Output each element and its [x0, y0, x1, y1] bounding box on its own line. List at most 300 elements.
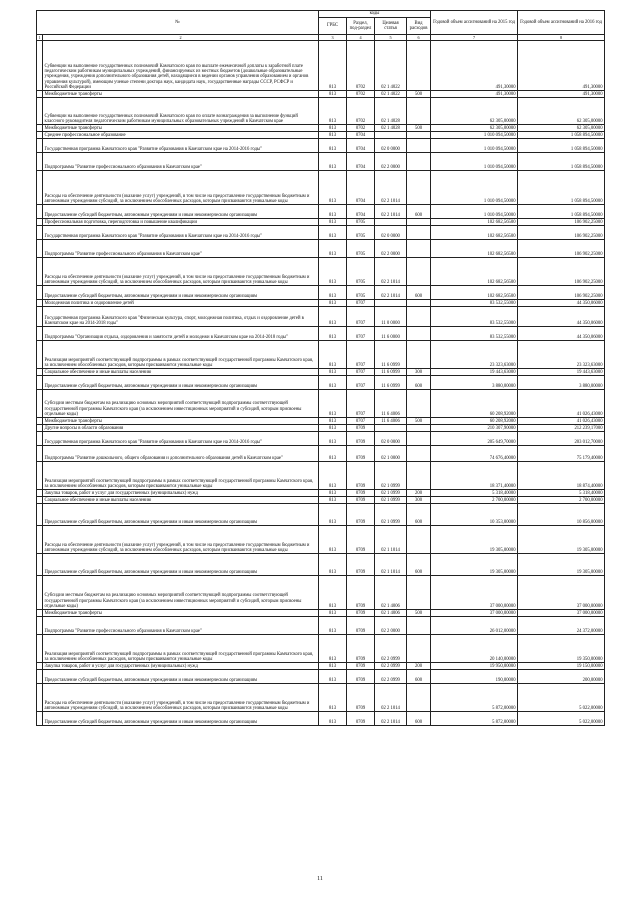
row-section-cell: 0709 — [347, 446, 375, 462]
row-name-cell: Социальное обеспечение и иные выплаты населению — [43, 497, 319, 504]
table-row — [37, 226, 605, 240]
row-expense-type-cell — [407, 240, 431, 258]
row-section-cell: 0709 — [347, 490, 375, 497]
row-grbs-cell: 813 — [319, 497, 347, 504]
row-grbs-cell: 813 — [319, 635, 347, 663]
row-volume-2015-cell: 60 208,92000 — [431, 418, 518, 425]
row-expense-type-cell — [407, 219, 431, 226]
row-target-cell: 02 2 0000 — [375, 240, 407, 258]
row-target-cell — [375, 219, 407, 226]
row-expense-type-cell — [407, 462, 431, 490]
row-expense-type-cell: 600 — [407, 712, 431, 726]
index-cell: 4 — [347, 35, 375, 41]
row-volume-2015-cell: 83 532,55000 — [431, 307, 518, 327]
row-expense-type-cell: 600 — [407, 286, 431, 300]
row-volume-2015-cell: 5 872,00000 — [431, 684, 518, 712]
document-sheet — [36, 10, 604, 726]
row-target-cell: 02 1 4006 — [375, 576, 407, 610]
row-section-cell: 0704 — [347, 132, 375, 139]
table-row — [37, 307, 605, 327]
row-section-cell: 0709 — [347, 635, 375, 663]
row-volume-2016-cell: 62 305,00000 — [518, 125, 605, 132]
row-expense-type-cell: 200 — [407, 490, 431, 497]
row-section-cell: 0705 — [347, 219, 375, 226]
row-target-cell: 02 1 4022 — [375, 41, 407, 91]
row-volume-2016-cell: 10 856,00000 — [518, 504, 605, 526]
row-expense-type-cell — [407, 432, 431, 446]
row-name-cell: Государственная программа Камчатского края "Развитие образования в Камчатском крае на 2014-2016 годы" — [43, 226, 319, 240]
row-grbs-cell: 813 — [319, 132, 347, 139]
row-volume-2015-cell: 1 010 094,50000 — [431, 153, 518, 171]
row-name-cell: Государственная программа Камчатского края "Физическая культура, спорт, молодежная политика, отдых и оздоровление детей в Камчатском крае на 2014-2018 годы" — [43, 307, 319, 327]
table-row — [37, 554, 605, 576]
row-volume-2015-cell: 1 010 094,50000 — [431, 205, 518, 219]
row-target-cell — [375, 132, 407, 139]
row-volume-2015-cell: 205 649,70000 — [431, 432, 518, 446]
row-name-cell: Подпрограмма "Развитие профессионального образования в Камчатском крае" — [43, 240, 319, 258]
table-row — [37, 125, 605, 132]
index-cell: 6 — [407, 35, 431, 41]
table-row — [37, 327, 605, 341]
row-volume-2015-cell: 18 371,40000 — [431, 462, 518, 490]
row-target-cell: 02 1 1014 — [375, 554, 407, 576]
row-grbs-cell: 813 — [319, 490, 347, 497]
row-volume-2015-cell: 37 000,00000 — [431, 576, 518, 610]
row-name-cell: Межбюджетные трансферты — [43, 418, 319, 425]
row-section-cell: 0709 — [347, 497, 375, 504]
row-section-cell: 0705 — [347, 258, 375, 286]
row-grbs-cell: 813 — [319, 576, 347, 610]
row-expense-type-cell — [407, 327, 431, 341]
row-volume-2016-cell: 200,00000 — [518, 670, 605, 684]
row-expense-type-cell: 500 — [407, 125, 431, 132]
row-target-cell: 02 2 1014 — [375, 684, 407, 712]
row-grbs-cell: 813 — [319, 286, 347, 300]
row-name-cell: Предоставление субсидий бюджетным, автономным учреждениям и иным некоммерческим организациям — [43, 504, 319, 526]
row-volume-2016-cell: 62 305,00000 — [518, 98, 605, 125]
row-expense-type-cell: 500 — [407, 418, 431, 425]
row-volume-2016-cell: 41 026,43000 — [518, 390, 605, 418]
row-section-cell: 0709 — [347, 610, 375, 617]
row-expense-type-cell — [407, 425, 431, 432]
row-target-cell: 11 6 4006 — [375, 418, 407, 425]
row-expense-type-cell — [407, 300, 431, 307]
table-row — [37, 240, 605, 258]
table-row — [37, 462, 605, 490]
row-grbs-cell: 813 — [319, 226, 347, 240]
row-volume-2016-cell: 1 058 894,50000 — [518, 132, 605, 139]
row-name-cell: Подпрограмма "Организация отдыха, оздоровления и занятости детей и молодежи в Камчатском крае на 2014-2018 годы" — [43, 327, 319, 341]
row-volume-2016-cell: 491,30000 — [518, 91, 605, 98]
row-volume-2015-cell: 19 950,00000 — [431, 663, 518, 670]
row-section-cell: 0705 — [347, 286, 375, 300]
row-expense-type-cell — [407, 684, 431, 712]
row-volume-2015-cell: 102 682,56500 — [431, 226, 518, 240]
row-name-cell: Другие вопросы в области образования — [43, 425, 319, 432]
table-row — [37, 153, 605, 171]
row-volume-2015-cell: 491,30000 — [431, 91, 518, 98]
table-row — [37, 617, 605, 635]
row-target-cell: 11 6 4006 — [375, 390, 407, 418]
row-target-cell: 02 1 0999 — [375, 504, 407, 526]
row-section-cell: 0709 — [347, 432, 375, 446]
row-section-cell: 0704 — [347, 171, 375, 205]
row-section-cell: 0707 — [347, 307, 375, 327]
row-name-cell: Субвенции на выполнение государственных полномочий Камчатского края по оплате вознаграждения за выполнение функций классного руководителя педагогическим работникам муниципальных образовательных учреждений в Камчатском крае — [43, 98, 319, 125]
index-cell: 5 — [375, 35, 407, 41]
row-volume-2016-cell: 44 350,06000 — [518, 327, 605, 341]
row-target-cell: 11 6 0000 — [375, 327, 407, 341]
row-volume-2016-cell: 203 012,70000 — [518, 432, 605, 446]
row-grbs-cell: 813 — [319, 219, 347, 226]
row-volume-2016-cell: 44 350,06000 — [518, 300, 605, 307]
row-expense-type-cell: 500 — [407, 610, 431, 617]
table-row — [37, 341, 605, 369]
budget-table — [36, 10, 605, 726]
page-number: 11 — [317, 876, 323, 882]
row-section-cell: 0709 — [347, 526, 375, 554]
row-volume-2015-cell: 62 305,00000 — [431, 98, 518, 125]
row-grbs-cell: 813 — [319, 125, 347, 132]
row-grbs-cell: 813 — [319, 327, 347, 341]
row-expense-type-cell: 600 — [407, 670, 431, 684]
row-section-cell: 0702 — [347, 125, 375, 132]
header-expense-type: Вид расходов — [407, 18, 431, 35]
row-volume-2015-cell: 190,00000 — [431, 670, 518, 684]
header-codes: коды — [319, 11, 431, 18]
table-row — [37, 663, 605, 670]
table-row — [37, 670, 605, 684]
row-name-cell: Субсидии местным бюджетам на реализацию основных мероприятий соответствующей подпрограммы соответствующей государственной программы Камчатского края (за исключением инвестиционных мероприятий и субсидий, которым присвоены отдельные коды) — [43, 390, 319, 418]
row-expense-type-cell — [407, 98, 431, 125]
table-row — [37, 205, 605, 219]
row-target-cell: 02 1 4028 — [375, 98, 407, 125]
row-section-cell: 0707 — [347, 390, 375, 418]
row-volume-2016-cell: 491,30000 — [518, 41, 605, 91]
row-grbs-cell: 813 — [319, 139, 347, 153]
row-name-cell: Расходы на обеспечение деятельности (оказание услуг) учреждений, в том числе на предоставление государственным бюджетным и автономным учреждениям субсидий, за исключением обособленных расходов, которым присваиваются уникальные коды — [43, 171, 319, 205]
row-name-cell: Подпрограмма "Развитие дошкольного, общего образования и дополнительного образования детей в Камчатском крае" — [43, 446, 319, 462]
row-expense-type-cell — [407, 139, 431, 153]
row-section-cell: 0707 — [347, 300, 375, 307]
table-row — [37, 219, 605, 226]
row-volume-2016-cell: 1 058 894,50000 — [518, 153, 605, 171]
row-expense-type-cell — [407, 341, 431, 369]
table-row — [37, 286, 605, 300]
row-target-cell: 11 6 0999 — [375, 369, 407, 376]
row-name-cell: Профессиональная подготовка, переподготовка и повышение квалификации — [43, 219, 319, 226]
row-grbs-cell: 813 — [319, 258, 347, 286]
row-grbs-cell: 813 — [319, 446, 347, 462]
row-name-cell: Подпрограмма "Развитие профессионального образования в Камчатском крае" — [43, 153, 319, 171]
row-expense-type-cell: 300 — [407, 497, 431, 504]
row-section-cell: 0709 — [347, 576, 375, 610]
row-name-cell: Подпрограмма "Развитие профессионального образования в Камчатском крае" — [43, 617, 319, 635]
row-volume-2016-cell: 106 902,25000 — [518, 286, 605, 300]
row-section-cell: 0702 — [347, 91, 375, 98]
row-grbs-cell: 813 — [319, 432, 347, 446]
row-volume-2015-cell: 19 305,00000 — [431, 554, 518, 576]
row-grbs-cell: 813 — [319, 462, 347, 490]
row-grbs-cell: 813 — [319, 307, 347, 327]
row-target-cell: 11 6 0999 — [375, 341, 407, 369]
table-row — [37, 91, 605, 98]
row-volume-2016-cell: 1 058 894,50000 — [518, 205, 605, 219]
row-section-cell: 0702 — [347, 98, 375, 125]
row-volume-2016-cell: 24 372,00000 — [518, 617, 605, 635]
row-volume-2016-cell: 2 700,00000 — [518, 497, 605, 504]
row-expense-type-cell: 600 — [407, 554, 431, 576]
row-volume-2016-cell: 3 880,00000 — [518, 376, 605, 390]
table-row — [37, 490, 605, 497]
row-target-cell: 02 2 0999 — [375, 663, 407, 670]
table-row — [37, 390, 605, 418]
header-grbs: ГРБС — [319, 18, 347, 35]
row-expense-type-cell — [407, 41, 431, 91]
row-target-cell: 02 2 1014 — [375, 258, 407, 286]
row-expense-type-cell: 600 — [407, 376, 431, 390]
row-name-cell: Предоставление субсидий бюджетным, автономным учреждениям и иным некоммерческим организациям — [43, 712, 319, 726]
table-row — [37, 171, 605, 205]
row-section-cell: 0709 — [347, 617, 375, 635]
row-expense-type-cell: 600 — [407, 205, 431, 219]
row-expense-type-cell: 600 — [407, 504, 431, 526]
row-section-cell: 0709 — [347, 504, 375, 526]
row-volume-2015-cell: 3 880,00000 — [431, 376, 518, 390]
row-name-cell: Молодежная политика и оздоровление детей — [43, 300, 319, 307]
row-section-cell: 0704 — [347, 205, 375, 219]
row-target-cell: 02 2 0000 — [375, 617, 407, 635]
row-grbs-cell: 813 — [319, 425, 347, 432]
table-row — [37, 576, 605, 610]
table-row — [37, 41, 605, 91]
row-section-cell: 0709 — [347, 425, 375, 432]
table-row — [37, 418, 605, 425]
row-grbs-cell: 813 — [319, 617, 347, 635]
row-expense-type-cell — [407, 446, 431, 462]
row-grbs-cell: 813 — [319, 610, 347, 617]
row-name-cell: Межбюджетные трансферты — [43, 610, 319, 617]
row-volume-2015-cell: 1 010 094,50000 — [431, 171, 518, 205]
row-section-cell: 0705 — [347, 240, 375, 258]
row-volume-2016-cell: 44 350,06000 — [518, 307, 605, 327]
row-volume-2015-cell: 74 676,40000 — [431, 446, 518, 462]
row-volume-2016-cell: 19 443,63000 — [518, 369, 605, 376]
row-grbs-cell: 813 — [319, 712, 347, 726]
row-volume-2015-cell: 83 532,55000 — [431, 300, 518, 307]
row-expense-type-cell — [407, 226, 431, 240]
row-target-cell: 02 2 1014 — [375, 712, 407, 726]
row-expense-type-cell — [407, 258, 431, 286]
row-target-cell: 02 1 0999 — [375, 497, 407, 504]
row-volume-2016-cell: 5 022,00000 — [518, 684, 605, 712]
row-name-cell: Расходы на обеспечение деятельности (оказание услуг) учреждений, в том числе на предоставление государственным бюджетным и автономным учреждениям субсидий, за исключением обособленных расходов, которым присваиваются уникальные коды — [43, 526, 319, 554]
table-row — [37, 425, 605, 432]
table-row — [37, 712, 605, 726]
row-expense-type-cell: 500 — [407, 91, 431, 98]
row-volume-2016-cell: 23 323,63000 — [518, 341, 605, 369]
row-grbs-cell: 813 — [319, 98, 347, 125]
row-volume-2015-cell: 1 010 094,50000 — [431, 139, 518, 153]
row-volume-2015-cell: 10 353,00000 — [431, 504, 518, 526]
row-volume-2016-cell: 1 058 894,50000 — [518, 171, 605, 205]
row-section-cell: 0704 — [347, 139, 375, 153]
row-volume-2015-cell: 62 305,00000 — [431, 125, 518, 132]
row-grbs-cell: 813 — [319, 554, 347, 576]
row-expense-type-cell — [407, 171, 431, 205]
row-grbs-cell: 813 — [319, 663, 347, 670]
row-name-cell: Закупка товаров, работ и услуг для государственных (муниципальных) нужд — [43, 490, 319, 497]
row-volume-2016-cell: 106 902,25000 — [518, 219, 605, 226]
header-target-article: Целевая статья — [375, 18, 407, 35]
row-target-cell: 02 0 0000 — [375, 432, 407, 446]
row-section-cell: 0709 — [347, 462, 375, 490]
row-volume-2016-cell: 18 874,40000 — [518, 462, 605, 490]
row-target-cell: 02 1 4006 — [375, 610, 407, 617]
row-volume-2016-cell: 19 150,00000 — [518, 663, 605, 670]
row-grbs-cell: 813 — [319, 300, 347, 307]
row-section-cell: 0702 — [347, 41, 375, 91]
row-volume-2015-cell: 102 682,56500 — [431, 219, 518, 226]
row-volume-2016-cell: 19 350,00000 — [518, 635, 605, 663]
table-row — [37, 376, 605, 390]
table-row — [37, 139, 605, 153]
row-expense-type-cell — [407, 390, 431, 418]
row-name-cell: Расходы на обеспечение деятельности (оказание услуг) учреждений, в том числе на предоставление государственным бюджетным и автономным учреждениям субсидий, за исключением обособленных расходов, которым присваиваются уникальные коды — [43, 684, 319, 712]
row-grbs-cell: 813 — [319, 153, 347, 171]
row-expense-type-cell — [407, 635, 431, 663]
table-row — [37, 526, 605, 554]
header-volume-2016: Годовой объем ассигнований на 2016 год — [518, 11, 605, 35]
row-section-cell: 0707 — [347, 369, 375, 376]
row-name-cell: Предоставление субсидий бюджетным, автономным учреждениям и иным некоммерческим организациям — [43, 670, 319, 684]
row-name-cell: Социальное обеспечение и иные выплаты населению — [43, 369, 319, 376]
row-expense-type-cell — [407, 132, 431, 139]
table-row — [37, 504, 605, 526]
row-target-cell: 02 1 0000 — [375, 446, 407, 462]
row-expense-type-cell — [407, 307, 431, 327]
header-number: № — [37, 11, 319, 35]
row-section-cell: 0709 — [347, 670, 375, 684]
row-volume-2015-cell: 491,30000 — [431, 41, 518, 91]
row-target-cell — [375, 425, 407, 432]
row-volume-2016-cell: 37 000,00000 — [518, 610, 605, 617]
table-row — [37, 635, 605, 663]
row-target-cell: 02 2 1014 — [375, 286, 407, 300]
row-grbs-cell: 813 — [319, 390, 347, 418]
row-section-cell: 0704 — [347, 153, 375, 171]
row-target-cell: 02 0 0000 — [375, 139, 407, 153]
row-name-cell: Государственная программа Камчатского края "Развитие образования в Камчатском крае на 2014-2016 годы" — [43, 139, 319, 153]
row-name-cell: Реализация мероприятий соответствующей подпрограммы в рамках соответствующей государственной программы Камчатского края, за исключением обособленных расходов, которым присваиваются уникальные коды — [43, 635, 319, 663]
row-volume-2015-cell: 23 323,63000 — [431, 341, 518, 369]
row-target-cell: 02 2 0000 — [375, 153, 407, 171]
row-grbs-cell: 813 — [319, 684, 347, 712]
row-volume-2015-cell: 2 700,00000 — [431, 497, 518, 504]
table-row — [37, 258, 605, 286]
row-name-cell: Закупка товаров, работ и услуг для государственных (муниципальных) нужд — [43, 663, 319, 670]
row-volume-2016-cell: 19 305,00000 — [518, 554, 605, 576]
row-target-cell: 02 1 0999 — [375, 490, 407, 497]
table-row — [37, 610, 605, 617]
row-target-cell: 11 0 0000 — [375, 307, 407, 327]
row-target-cell: 11 6 0999 — [375, 376, 407, 390]
row-grbs-cell: 813 — [319, 418, 347, 425]
index-cell: 7 — [431, 35, 518, 41]
row-volume-2015-cell: 5 318,40000 — [431, 490, 518, 497]
header-volume-2015: Годовой объем ассигнований на 2015 год — [431, 11, 518, 35]
row-volume-2015-cell: 26 012,00000 — [431, 617, 518, 635]
row-volume-2015-cell: 5 872,00000 — [431, 712, 518, 726]
row-expense-type-cell: 300 — [407, 369, 431, 376]
row-section-cell: 0707 — [347, 327, 375, 341]
row-volume-2016-cell: 106 902,25000 — [518, 226, 605, 240]
row-target-cell: 02 0 0000 — [375, 226, 407, 240]
row-name-cell: Расходы на обеспечение деятельности (оказание услуг) учреждений, в том числе на предоставление государственным бюджетным и автономным учреждениям субсидий, за исключением обособленных расходов, которым присваиваются уникальные коды — [43, 258, 319, 286]
row-volume-2015-cell: 19 305,00000 — [431, 526, 518, 554]
table-body — [37, 41, 605, 726]
row-volume-2015-cell: 102 682,56500 — [431, 286, 518, 300]
row-section-cell: 0709 — [347, 684, 375, 712]
row-grbs-cell: 813 — [319, 526, 347, 554]
table-row — [37, 446, 605, 462]
row-grbs-cell: 813 — [319, 504, 347, 526]
row-name-cell: Среднее профессиональное образование — [43, 132, 319, 139]
row-expense-type-cell — [407, 526, 431, 554]
row-name-cell: Предоставление субсидий бюджетным, автономным учреждениям и иным некоммерческим организациям — [43, 554, 319, 576]
row-volume-2016-cell: 41 026,43000 — [518, 418, 605, 425]
row-name-cell: Реализация мероприятий соответствующей подпрограммы в рамках соответствующей государственной программы Камчатского края, за исключением обособленных расходов, которым присваиваются уникальные коды — [43, 341, 319, 369]
row-target-cell: 02 2 0999 — [375, 670, 407, 684]
row-volume-2015-cell: 20 140,00000 — [431, 635, 518, 663]
row-section-cell: 0709 — [347, 663, 375, 670]
row-name-cell: Субсидии местным бюджетам на реализацию основных мероприятий соответствующей подпрограммы соответствующей государственной программы Камчатского края (за исключением инвестиционных мероприятий и субсидий, которым присвоены отдельные коды) — [43, 576, 319, 610]
row-target-cell: 02 2 0999 — [375, 635, 407, 663]
row-section-cell: 0707 — [347, 376, 375, 390]
row-section-cell: 0709 — [347, 554, 375, 576]
table-row — [37, 684, 605, 712]
row-expense-type-cell — [407, 153, 431, 171]
row-name-cell: Межбюджетные трансферты — [43, 91, 319, 98]
row-name-cell: Государственная программа Камчатского края "Развитие образования в Камчатском крае на 2014-2016 годы" — [43, 432, 319, 446]
row-name-cell: Реализация мероприятий соответствующей подпрограммы в рамках соответствующей государственной программы Камчатского края, за исключением обособленных расходов, которым присваиваются уникальные коды — [43, 462, 319, 490]
row-volume-2016-cell: 106 902,25000 — [518, 240, 605, 258]
row-name-cell: Предоставление субсидий бюджетным, автономным учреждениям и иным некоммерческим организациям — [43, 376, 319, 390]
row-volume-2016-cell: 75 179,40000 — [518, 446, 605, 462]
row-volume-2016-cell: 5 022,00000 — [518, 712, 605, 726]
header-section: Раздел, под-раздел — [347, 18, 375, 35]
index-cell: 3 — [319, 35, 347, 41]
row-grbs-cell: 813 — [319, 91, 347, 98]
row-volume-2016-cell: 1 058 894,50000 — [518, 139, 605, 153]
row-grbs-cell: 813 — [319, 670, 347, 684]
index-cell: 8 — [518, 35, 605, 41]
table-row — [37, 369, 605, 376]
index-cell: 2 — [43, 35, 319, 41]
row-expense-type-cell: 200 — [407, 663, 431, 670]
row-section-cell: 0709 — [347, 712, 375, 726]
row-volume-2015-cell: 102 682,56500 — [431, 258, 518, 286]
row-name-cell: Предоставление субсидий бюджетным, автономным учреждениям и иным некоммерческим организациям — [43, 205, 319, 219]
row-volume-2016-cell: 37 000,00000 — [518, 576, 605, 610]
row-grbs-cell: 813 — [319, 240, 347, 258]
index-cell: 1 — [38, 35, 41, 40]
row-target-cell: 02 1 4028 — [375, 125, 407, 132]
row-name-cell: Межбюджетные трансферты — [43, 125, 319, 132]
row-grbs-cell: 813 — [319, 376, 347, 390]
table-row — [37, 497, 605, 504]
row-target-cell: 02 1 4022 — [375, 91, 407, 98]
